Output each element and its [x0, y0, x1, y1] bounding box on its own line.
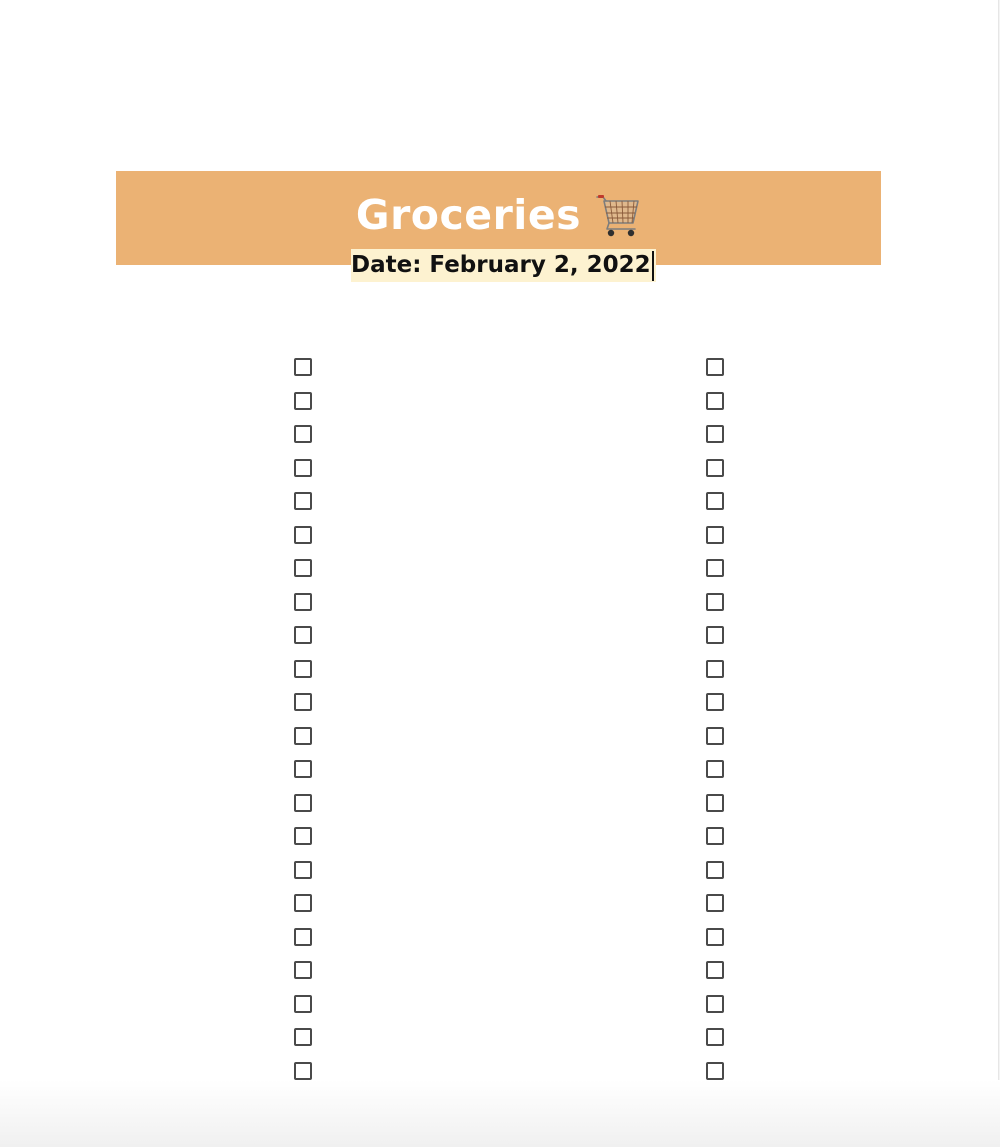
checkbox-left-18[interactable] [294, 928, 312, 946]
checkbox-left-13[interactable] [294, 760, 312, 778]
checkbox-left-5[interactable] [294, 492, 312, 510]
checkbox-right-6[interactable] [706, 526, 724, 544]
checkbox-left-9[interactable] [294, 626, 312, 644]
shopping-cart-icon [595, 191, 641, 239]
checkbox-left-14[interactable] [294, 794, 312, 812]
checkbox-right-2[interactable] [706, 392, 724, 410]
page-bottom-shadow [0, 1080, 1000, 1147]
checkbox-left-3[interactable] [294, 425, 312, 443]
text-cursor [652, 251, 654, 281]
date-label: Date: [351, 252, 430, 278]
checkbox-right-4[interactable] [706, 459, 724, 477]
checkbox-right-18[interactable] [706, 928, 724, 946]
checkbox-left-17[interactable] [294, 894, 312, 912]
checkbox-right-11[interactable] [706, 693, 724, 711]
date-field[interactable] [351, 249, 656, 282]
checkbox-right-22[interactable] [706, 1062, 724, 1080]
checkbox-right-7[interactable] [706, 559, 724, 577]
checkbox-right-10[interactable] [706, 660, 724, 678]
checkbox-left-8[interactable] [294, 593, 312, 611]
checkbox-right-15[interactable] [706, 827, 724, 845]
checkbox-right-3[interactable] [706, 425, 724, 443]
checkbox-left-11[interactable] [294, 693, 312, 711]
page-title: Groceries [355, 190, 582, 239]
checkbox-right-17[interactable] [706, 894, 724, 912]
checkbox-left-21[interactable] [294, 1028, 312, 1046]
date-value[interactable]: February 2, 2022 [429, 252, 651, 278]
checkbox-left-15[interactable] [294, 827, 312, 845]
checkbox-right-20[interactable] [706, 995, 724, 1013]
checkbox-left-16[interactable] [294, 861, 312, 879]
checkbox-left-2[interactable] [294, 392, 312, 410]
checkbox-right-12[interactable] [706, 727, 724, 745]
checkbox-right-9[interactable] [706, 626, 724, 644]
checkbox-left-12[interactable] [294, 727, 312, 745]
checkbox-left-19[interactable] [294, 961, 312, 979]
checkbox-right-13[interactable] [706, 760, 724, 778]
checkbox-right-14[interactable] [706, 794, 724, 812]
checkbox-left-1[interactable] [294, 358, 312, 376]
checkbox-right-19[interactable] [706, 961, 724, 979]
checkbox-left-4[interactable] [294, 459, 312, 477]
checkbox-right-1[interactable] [706, 358, 724, 376]
checkbox-left-6[interactable] [294, 526, 312, 544]
checkbox-right-5[interactable] [706, 492, 724, 510]
checkbox-left-10[interactable] [294, 660, 312, 678]
checkbox-left-22[interactable] [294, 1062, 312, 1080]
checkbox-left-20[interactable] [294, 995, 312, 1013]
checkbox-right-21[interactable] [706, 1028, 724, 1046]
checkbox-left-7[interactable] [294, 559, 312, 577]
checkbox-right-8[interactable] [706, 593, 724, 611]
checkbox-right-16[interactable] [706, 861, 724, 879]
title-row [116, 185, 881, 245]
